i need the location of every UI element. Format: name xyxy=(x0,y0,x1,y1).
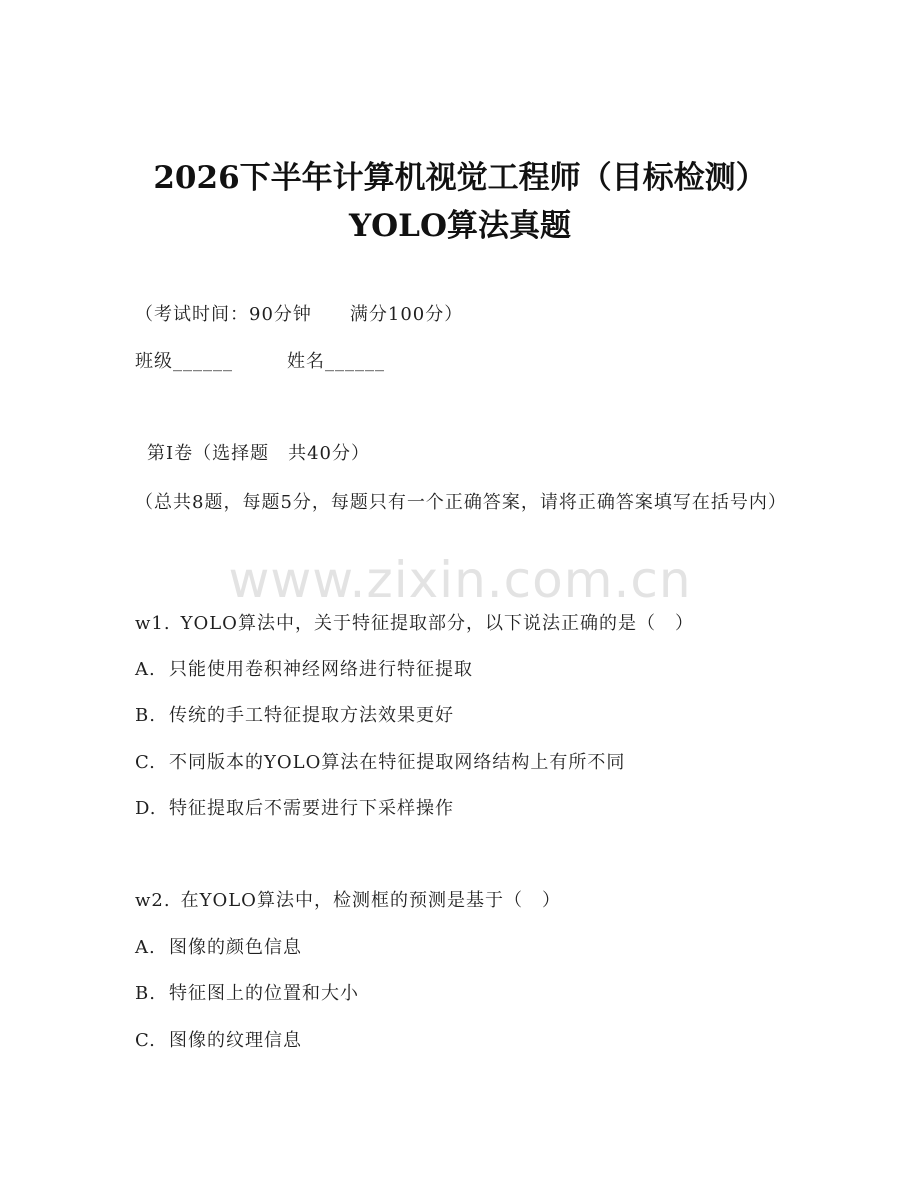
document-title-line1: 2026下半年计算机视觉工程师（目标检测） xyxy=(153,160,767,196)
question-option xyxy=(135,704,454,728)
question-number: w2. xyxy=(135,890,171,911)
question-stem xyxy=(135,612,694,636)
option-letter: B. xyxy=(135,983,156,1004)
class-field: 班级______ xyxy=(135,351,233,372)
class-name-row xyxy=(135,350,385,374)
exam-info: （考试时间：90分钟 满分100分） xyxy=(135,304,464,325)
question-stem xyxy=(135,889,561,913)
option-text: 图像的纹理信息 xyxy=(169,1030,302,1051)
question-option xyxy=(135,982,359,1006)
question-number: w1. xyxy=(135,613,171,634)
option-letter: C. xyxy=(135,1030,156,1051)
question-text: 在YOLO算法中，检测框的预测是基于（ ） xyxy=(180,890,561,911)
question-text: YOLO算法中，关于特征提取部分，以下说法正确的是（ ） xyxy=(180,613,694,634)
question-option xyxy=(135,936,302,960)
option-letter: B. xyxy=(135,705,156,726)
watermark: www.zixin.com.cn xyxy=(228,551,692,609)
document-title-line2: YOLO算法真题 xyxy=(349,208,571,244)
option-text: 传统的手工特征提取方法效果更好 xyxy=(169,705,454,726)
option-letter: D. xyxy=(135,798,157,819)
option-text: 特征图上的位置和大小 xyxy=(169,983,359,1004)
name-field: 姓名______ xyxy=(287,351,385,372)
option-text: 图像的颜色信息 xyxy=(169,937,302,958)
section-instructions: （总共8题，每题5分，每题只有一个正确答案，请将正确答案填写在括号内） xyxy=(135,492,787,513)
option-letter: C. xyxy=(135,752,156,773)
section-header: 第Ⅰ卷（选择题 共40分） xyxy=(147,443,371,464)
option-text: 只能使用卷积神经网络进行特征提取 xyxy=(169,659,473,680)
option-text: 特征提取后不需要进行下采样操作 xyxy=(169,798,454,819)
question-option xyxy=(135,751,625,775)
option-letter: A. xyxy=(135,659,156,680)
question-option xyxy=(135,658,473,682)
option-letter: A. xyxy=(135,937,156,958)
question-option xyxy=(135,797,454,821)
question-option xyxy=(135,1029,302,1053)
option-text: 不同版本的YOLO算法在特征提取网络结构上有所不同 xyxy=(169,752,626,773)
